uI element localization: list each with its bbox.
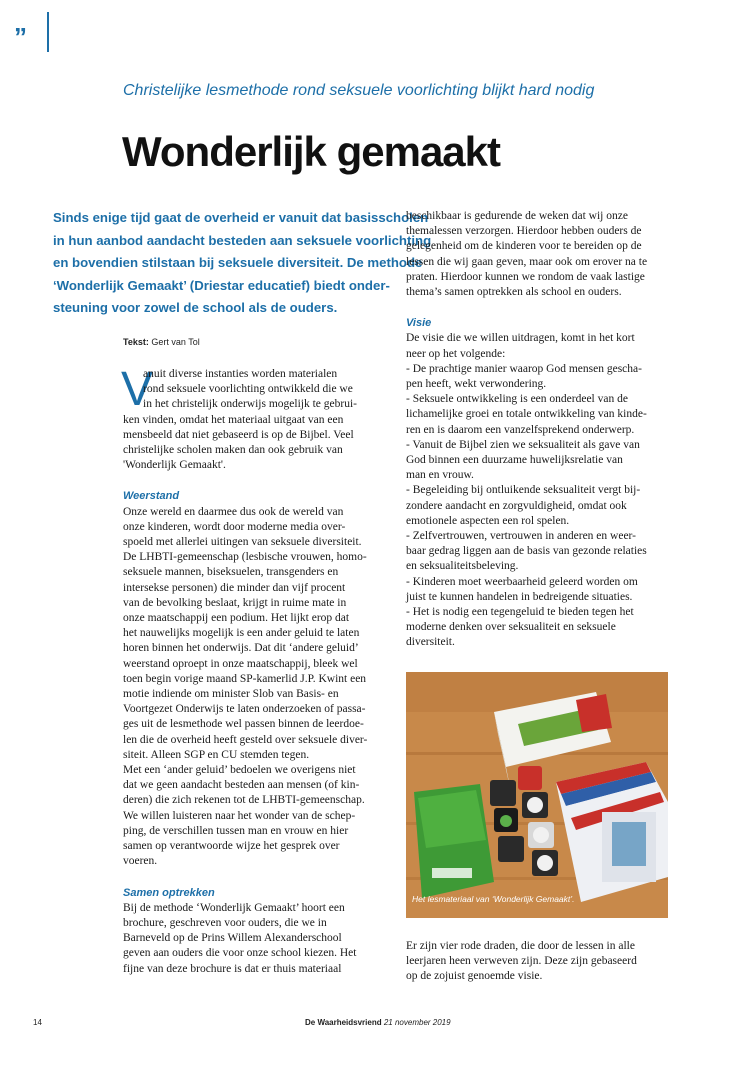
- text-line: - Seksuele ontwikkeling is een onderdeel van de: [406, 393, 628, 406]
- text-line: mensbeeld dat niet gebaseerd is op de Bijbel. Veel: [123, 428, 354, 441]
- section-heading-samen-optrekken: Samen optrekken: [123, 886, 215, 899]
- intro-line: in hun aanbod aandacht besteden aan seksuele voorlichting: [53, 232, 432, 248]
- text-line: leerjaren heen verweven zijn. Deze zijn gebaseerd: [406, 955, 637, 968]
- body-column-right: [406, 209, 668, 651]
- magazine-footer: [305, 1018, 451, 1027]
- intro-line: Sinds enige tijd gaat de overheid er vanuit dat basisscholen: [53, 210, 429, 225]
- section-heading-weerstand: Weerstand: [123, 490, 180, 503]
- text-line: rond seksuele voorlichting ontwikkeld die we: [143, 383, 353, 396]
- text-line: - Het is nodig een tegengeluid te bieden tegen het: [406, 606, 634, 619]
- author-credit: [123, 337, 200, 347]
- intro-line: ‘Wonderlijk Gemaakt’ (Driestar educatief) biedt onder-: [53, 277, 390, 293]
- text-line: Onze wereld en daarmee dus ook de wereld van: [123, 505, 344, 518]
- text-line: We willen luisteren naar het wonder van de schep-: [123, 809, 356, 822]
- text-line: geven aan ouders die voor onze school kiezen. Het: [123, 947, 357, 960]
- text-line: brochure, geschreven voor ouders, die we in: [123, 916, 327, 929]
- text-line: - Vanuit de Bijbel zien we seksualiteit als gave van: [406, 438, 640, 451]
- text-line: thema’s samen optrekken als school en ouders.: [406, 286, 622, 299]
- credit-author: Gert van Tol: [151, 337, 200, 347]
- text-line: samen op verantwoorde wijze het gesprek over: [123, 840, 340, 853]
- text-line: toen begin vorige maand SP-kamerlid J.P. Kwint een: [123, 672, 367, 685]
- text-line: deren) die zich rekenen tot de LHBTI-gemeenschap.: [123, 794, 365, 807]
- text-line: baar gedrag liggen aan de basis van gezonde relaties: [406, 545, 647, 558]
- text-line: Bij de methode ‘Wonderlijk Gemaakt’ hoort een: [123, 901, 345, 914]
- text-line: horen binnen het onderwijs. Dat dit ‘andere geluid’: [123, 642, 359, 655]
- text-line: God binnen een duurzame huwelijksrelatie van: [406, 454, 623, 467]
- decorative-divider: [47, 12, 49, 52]
- text-line: man en vrouw.: [406, 469, 474, 482]
- text-line: 'Wonderlijk Gemaakt'.: [123, 459, 226, 472]
- article-subtitle: Christelijke lesmethode rond seksuele voorlichting blijkt hard nodig: [123, 82, 595, 99]
- text-line: siteit. Alleen SGP en CU stemden tegen.: [123, 748, 310, 761]
- text-line: ping, de verschillen tussen man en vrouw en hier: [123, 824, 349, 837]
- issue-date: 21 november 2019: [383, 1018, 451, 1027]
- text-line: Er zijn vier rode draden, die door de lessen in alle: [406, 940, 635, 952]
- article-headline: Wonderlijk gemaakt: [122, 128, 501, 175]
- intro-paragraph: [53, 207, 432, 320]
- text-line: van de bevolking beslaat, krijgt in ruime mate in: [123, 596, 347, 609]
- text-line: in het christelijk onderwijs mogelijk te gebrui-: [143, 398, 357, 411]
- text-line: moderne denken over seksualiteit en seksuele: [406, 621, 616, 634]
- text-line: Barneveld op de Prins Willem Alexanderschool: [123, 932, 342, 945]
- text-line: christelijke scholen maken dan ook gebruik van: [123, 444, 343, 457]
- text-line: ges uit de lesmethode wel passen binnen de leerdoe-: [123, 718, 364, 731]
- credit-label: Tekst:: [123, 337, 149, 347]
- magazine-name: De Waarheidsvriend: [305, 1018, 382, 1027]
- text-line: - De prachtige manier waarop God mensen gescha-: [406, 362, 642, 375]
- text-line: fijne van deze brochure is dat er thuis materiaal: [123, 962, 342, 975]
- text-line: dat we geen aandacht besteden aan mensen (of kin-: [123, 779, 360, 792]
- intro-line: steuning voor zowel de school als de ouders.: [53, 300, 338, 315]
- text-line: - Begeleiding bij ontluikende seksualiteit vergt bij-: [406, 484, 641, 497]
- text-line: Met een ‘ander geluid’ bedoelen we overigens niet: [123, 764, 356, 777]
- text-line: op de zojuist genoemde visie.: [406, 970, 543, 983]
- text-line: praten. Hierdoor kunnen we rondom de vaak lastige: [406, 270, 645, 283]
- text-line: diversiteit.: [406, 636, 455, 649]
- text-line: het nauwelijks mogelijk is een ander geluid te laten: [123, 627, 360, 640]
- text-line: motie indiende om minister Slob van Basis- en: [123, 688, 339, 701]
- text-line: De LHBTI-gemeenschap (lesbische vrouwen, homo-: [123, 551, 367, 564]
- text-line: onze kinderen, wordt door moderne media over-: [123, 520, 346, 533]
- text-line: beschikbaar is gedurende de weken dat wij onze: [406, 210, 628, 222]
- text-line: onze maatschappij een podium. Het lijkt erop dat: [123, 612, 350, 625]
- text-line: De visie die we willen uitdragen, komt in het kort: [406, 332, 635, 345]
- text-line: neer op het volgende:: [406, 347, 506, 360]
- text-line: themalessen verzorgen. Hierdoor hebben ouders de: [406, 225, 642, 238]
- text-line: - Kinderen moet weerbaarheid geleerd worden om: [406, 575, 638, 588]
- text-line: zondere aandacht en zorgvuldigheid, omdat ook: [406, 499, 627, 512]
- text-line: seksuele mannen, biseksuelen, transgenders en: [123, 566, 339, 579]
- text-line: anuit diverse instanties worden materialen: [143, 368, 338, 380]
- text-line: intersekse personen) die minder dan vijf procent: [123, 581, 346, 594]
- drop-cap: V: [121, 363, 154, 416]
- text-line: ren en is daarom een vanzelfsprekend onderwerp.: [406, 423, 635, 436]
- text-line: pen heeft, wekt verwondering.: [406, 378, 547, 391]
- text-line: len die de overheid heeft gesteld over seksuele diver-: [123, 733, 368, 746]
- photo-caption: Het lesmateriaal van ‘Wonderlijk Gemaakt’.: [412, 894, 575, 904]
- quote-icon: ”: [14, 22, 25, 52]
- text-line: gelegenheid om de kinderen voor te bereiden op de: [406, 240, 642, 253]
- body-column-left: [121, 363, 391, 977]
- text-line: ken vinden, omdat het materiaal uitgaat van een: [123, 413, 344, 426]
- lesmateriaal-photo: [406, 672, 668, 918]
- text-line: voeren.: [123, 855, 158, 868]
- text-line: spoeld met allerlei uitingen van seksuele diversiteit.: [123, 536, 362, 549]
- section-heading-visie: Visie: [406, 317, 432, 330]
- text-line: lessen die wij gaan geven, maar ook om erover na te: [406, 255, 648, 268]
- text-line: Voortgezet Onderwijs te laten onderzoeken of passa-: [123, 703, 366, 716]
- body-column-right-end: [406, 939, 668, 985]
- text-line: emotionele aspecten een rol spelen.: [406, 514, 570, 527]
- intro-line: en bovendien stilstaan bij seksuele diversiteit. De methode: [53, 255, 423, 270]
- text-line: weerstand oproept in onze maatschappij, bleek wel: [123, 657, 358, 670]
- page-number: 14: [33, 1018, 42, 1027]
- text-line: juist te kunnen handelen in bedreigende situaties.: [406, 590, 633, 603]
- text-line: - Zelfvertrouwen, vertrouwen in anderen en weer-: [406, 530, 636, 543]
- text-line: en seksualiteitsbeleving.: [406, 560, 519, 573]
- text-line: lichamelijke groei en totale ontwikkeling van kinde-: [406, 408, 647, 421]
